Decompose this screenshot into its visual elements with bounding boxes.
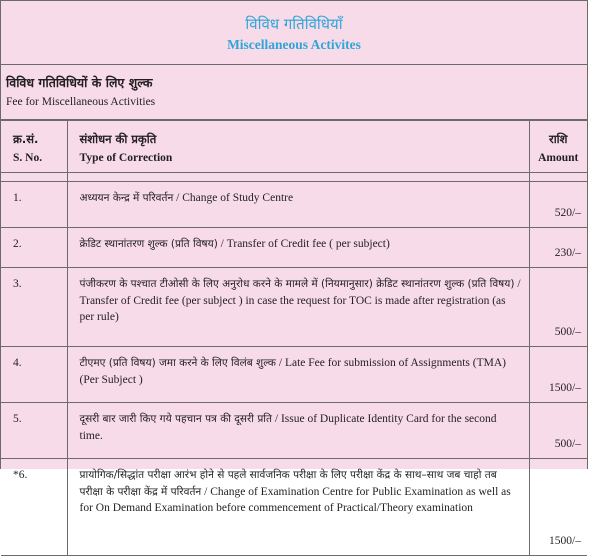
row-amount: 500/– bbox=[529, 268, 587, 347]
row-sno: 4. bbox=[1, 347, 67, 403]
row-sno: 2. bbox=[1, 228, 67, 268]
row-sno: 5. bbox=[1, 403, 67, 459]
row-amount: 500/– bbox=[529, 403, 587, 459]
row-description: टीएमए (प्रति विषय) जमा करने के लिए विलंब शुल्क / Late Fee for submission of Assignments (TMA) (Per Subject ) bbox=[67, 347, 529, 403]
row-sno: 3. bbox=[1, 268, 67, 347]
header-type: संशोधन की प्रकृति Type of Correction bbox=[67, 121, 529, 173]
table-row bbox=[1, 182, 587, 228]
table-header-row bbox=[1, 121, 587, 173]
header-amount: राशि Amount bbox=[529, 121, 587, 173]
section-title-english: Fee for Miscellaneous Activities bbox=[6, 96, 156, 108]
row-sno: *6. bbox=[1, 459, 67, 556]
table-row bbox=[1, 347, 587, 403]
row-description: दूसरी बार जारी किए गये पहचान पत्र की दूसरी प्रति / Issue of Duplicate Identity Card for the second time. bbox=[67, 403, 529, 459]
table-row bbox=[1, 228, 587, 268]
spacer-row bbox=[1, 173, 587, 182]
section-heading bbox=[1, 65, 587, 120]
row-amount: 1500/– bbox=[529, 459, 587, 556]
fee-table bbox=[1, 120, 587, 556]
row-sno: 1. bbox=[1, 182, 67, 228]
table-row bbox=[1, 459, 587, 556]
row-description: प्रायोगिक/सिद्धांत परीक्षा आरंभ होने से पहले सार्वजनिक परीक्षा के लिए परीक्षा केंद्र के साथ–साथ जब चाहो तब परीक्षा के परीक्षा केंद्र में परिवर्तन / Change of Examination Centre for Public Examination as well as for On Demand Examination before commencement of Practical/Theory examination bbox=[67, 459, 529, 556]
row-amount: 230/– bbox=[529, 228, 587, 268]
row-amount: 1500/– bbox=[529, 347, 587, 403]
title-english: Miscellaneous Activites bbox=[227, 37, 361, 52]
row-amount: 520/– bbox=[529, 182, 587, 228]
title-hindi: विविध गतिविधियाँ bbox=[245, 15, 343, 33]
row-description: पंजीकरण के पश्चात टीओसी के लिए अनुरोध करने के मामले में (नियमानुसार) क्रेडिट स्थानांतरण शुल्क (प्रति विषय) / Transfer of Credit fee (per subject ) in case the request for TOC is made after registration (as per rule) bbox=[67, 268, 529, 347]
section-title-hindi: विविध गतिविधियों के लिए शुल्क bbox=[6, 75, 153, 90]
row-description: अध्ययन केन्द्र में परिवर्तन / Change of Study Centre bbox=[67, 182, 529, 228]
table-row bbox=[1, 268, 587, 347]
title-block bbox=[1, 1, 587, 65]
row-description: क्रेडिट स्थानांतरण शुल्क (प्रति विषय) / Transfer of Credit fee ( per subject) bbox=[67, 228, 529, 268]
table-row bbox=[1, 403, 587, 459]
header-sno: क्र.सं. S. No. bbox=[1, 121, 67, 173]
